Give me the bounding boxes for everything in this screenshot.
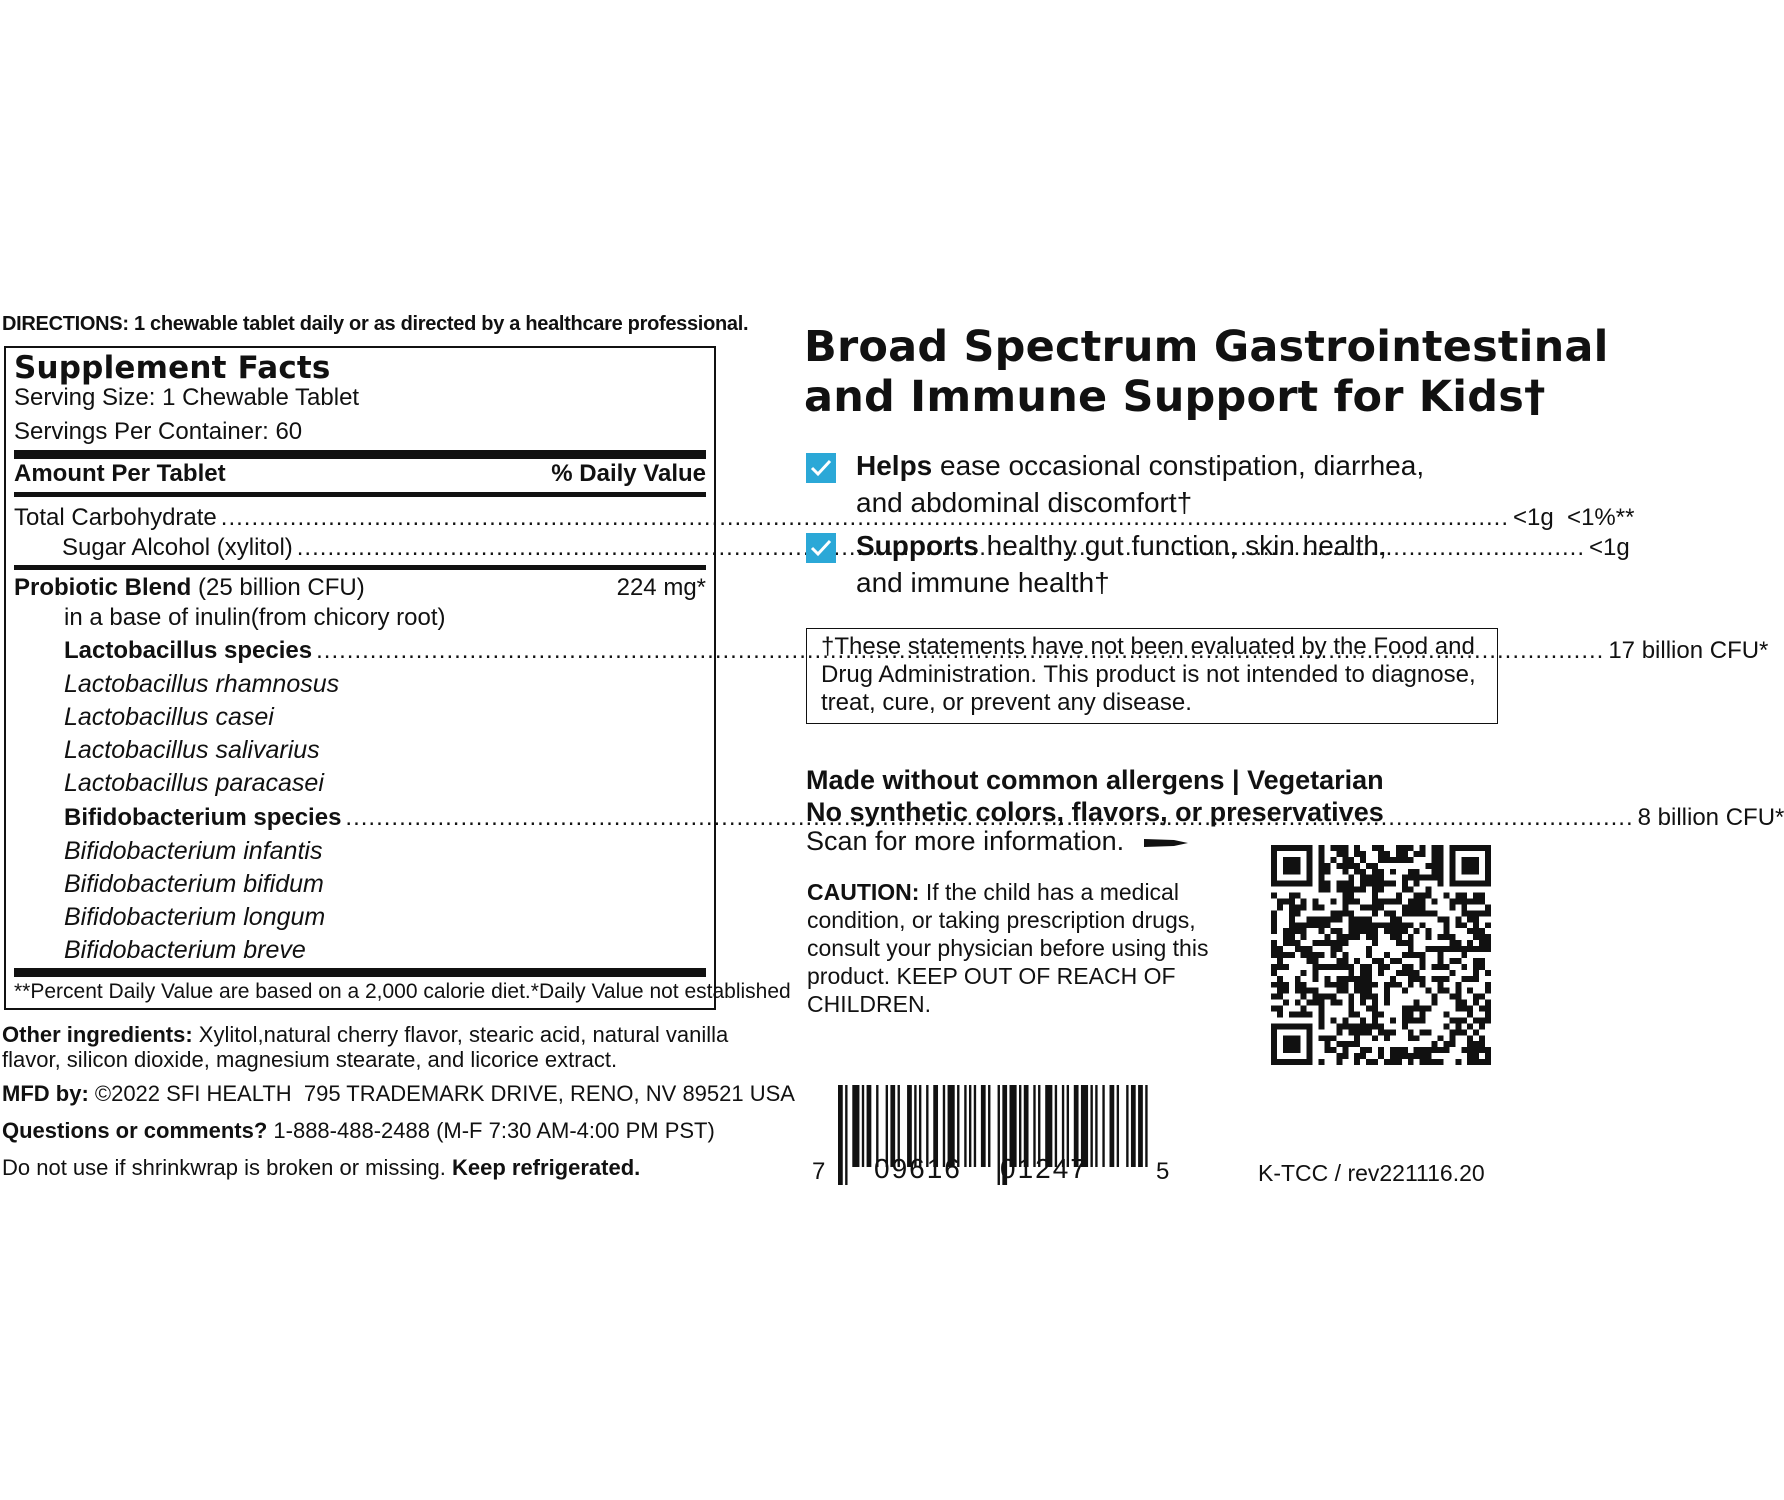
headline-line2: and Immune Support for Kids† [804,372,1546,422]
allergens-line1: Made without common allergens | Vegetarian [806,765,1384,795]
bifidobacterium-label: Bifidobacterium species [64,804,342,831]
storage-line [2,1155,640,1181]
lactobacillus-label: Lactobacillus species [64,637,313,664]
mfd-line [2,1081,795,1107]
caution-label: CAUTION: [807,879,920,905]
questions-label: Questions or comments? [2,1118,268,1143]
facts-title: Supplement Facts [14,350,331,386]
product-headline [804,322,1609,422]
keep-refrigerated: Keep refrigerated. [451,1155,641,1180]
caution-text [807,878,1217,1018]
divider-thick [14,968,706,977]
lacto-strain: Lactobacillus salivarius [64,736,320,764]
carbohydrate-amount: <1g <1%** [1513,504,1635,531]
footnote-percent-dv: **Percent Daily Value are based on a 2,000 calorie diet. [14,980,531,1003]
mfd-text: ©2022 SFI HEALTH 795 TRADEMARK DRIVE, RENO, NV 89521 USA [88,1081,795,1106]
probiotic-blend-cfu: (25 billion CFU) [191,574,365,601]
benefit-text: healthy gut function, skin health, [978,530,1387,561]
questions-phone: 1-888-488-2488 (M-F 7:30 AM-4:00 PM PST) [267,1118,715,1143]
arrow-right-icon [1144,834,1188,852]
carbohydrate-label: Total Carbohydrate [14,504,217,531]
daily-value-label: % Daily Value [551,460,706,487]
scan-prompt [806,826,1188,857]
qr-code[interactable] [1270,845,1492,1065]
lacto-strain: Lactobacillus paracasei [64,769,324,797]
barcode-check-digit: 5 [1156,1158,1170,1185]
benefit-text-line2: and immune health† [856,567,1110,598]
benefit-bold: Helps [856,450,933,481]
probiotic-blend-label: Probiotic Blend [14,574,192,601]
probiotic-blend-amount: 224 mg* [616,574,706,601]
probiotic-blend-row [14,574,706,602]
facts-footnote [14,980,791,1004]
barcode-digit-first: 7 [812,1158,826,1185]
lacto-strain: Lactobacillus rhamnosus [64,670,340,698]
bifido-strain: Bifidobacterium bifidum [64,870,324,898]
lacto-strain: Lactobacillus casei [64,703,274,731]
amount-per-tablet-label: Amount Per Tablet [14,460,226,487]
servings-per-container: Servings Per Container: 60 [14,418,303,445]
checkbox-icon [806,533,836,563]
bifido-strain: Bifidobacterium breve [64,936,306,964]
lactobacillus-amount: 17 billion CFU* [1608,637,1769,664]
benefit-text: ease occasional constipation, diarrhea, [932,450,1425,481]
allergen-statement [806,764,1384,828]
sugar-alcohol-amount: <1g [1588,534,1630,561]
storage-text: Do not use if shrinkwrap is broken or missing. [2,1155,452,1180]
divider-medium [14,492,706,497]
fda-disclaimer: †These statements have not been evaluated by the Food and Drug Administration. This product is not intended to diagnose, treat, cure, or prevent any disease. [806,628,1498,724]
facts-header-row [14,460,706,488]
scan-text: Scan for more information. [806,826,1125,856]
footnote-dv-not-established: *Daily Value not established [530,980,791,1003]
questions-line [2,1118,715,1144]
other-ingredients-text: Xylitol,natural cherry flavor, stearic acid, natural vanilla [192,1022,729,1047]
other-ingredients-label: Other ingredients: [2,1022,193,1047]
revision-code: K-TCC / rev221116.20 [1258,1160,1485,1186]
other-ingredients-line1 [2,1022,728,1048]
mfd-label: MFD by: [2,1081,89,1106]
headline-line1: Broad Spectrum Gastrointestinal [804,322,1609,372]
benefit-text-line2: and abdominal discomfort† [856,487,1193,518]
bifido-strain: Bifidobacterium infantis [64,837,323,865]
lactobacillus-row [64,637,1769,665]
sugar-alcohol-label: Sugar Alcohol (xylitol) [62,534,293,561]
bifidobacterium-amount: 8 billion CFU* [1637,804,1784,831]
checkbox-icon [806,453,836,483]
blend-base-text: in a base of inulin(from chicory root) [64,604,446,631]
divider-medium [14,565,706,570]
caution-body: If the child has a medical condition, or taking prescription drugs, consult your physician before using this product. KEEP OUT OF REACH OF CHILDREN. [807,879,1215,1017]
benefit-bold: Supports [856,530,979,561]
divider-thick [14,450,706,459]
carbohydrate-row [14,504,1635,532]
barcode-right-group: 01247 [1000,1153,1088,1184]
serving-size: Serving Size: 1 Chewable Tablet [14,384,360,411]
other-ingredients-line2: flavor, silicon dioxide, magnesium stearate, and licorice extract. [2,1047,618,1072]
bifido-strain: Bifidobacterium longum [64,903,326,931]
allergens-line2: No synthetic colors, flavors, or preservatives [806,797,1384,827]
barcode-left-group: 09616 [874,1153,962,1184]
directions-text: DIRECTIONS: 1 chewable tablet daily or as directed by a healthcare professional. [2,313,749,335]
